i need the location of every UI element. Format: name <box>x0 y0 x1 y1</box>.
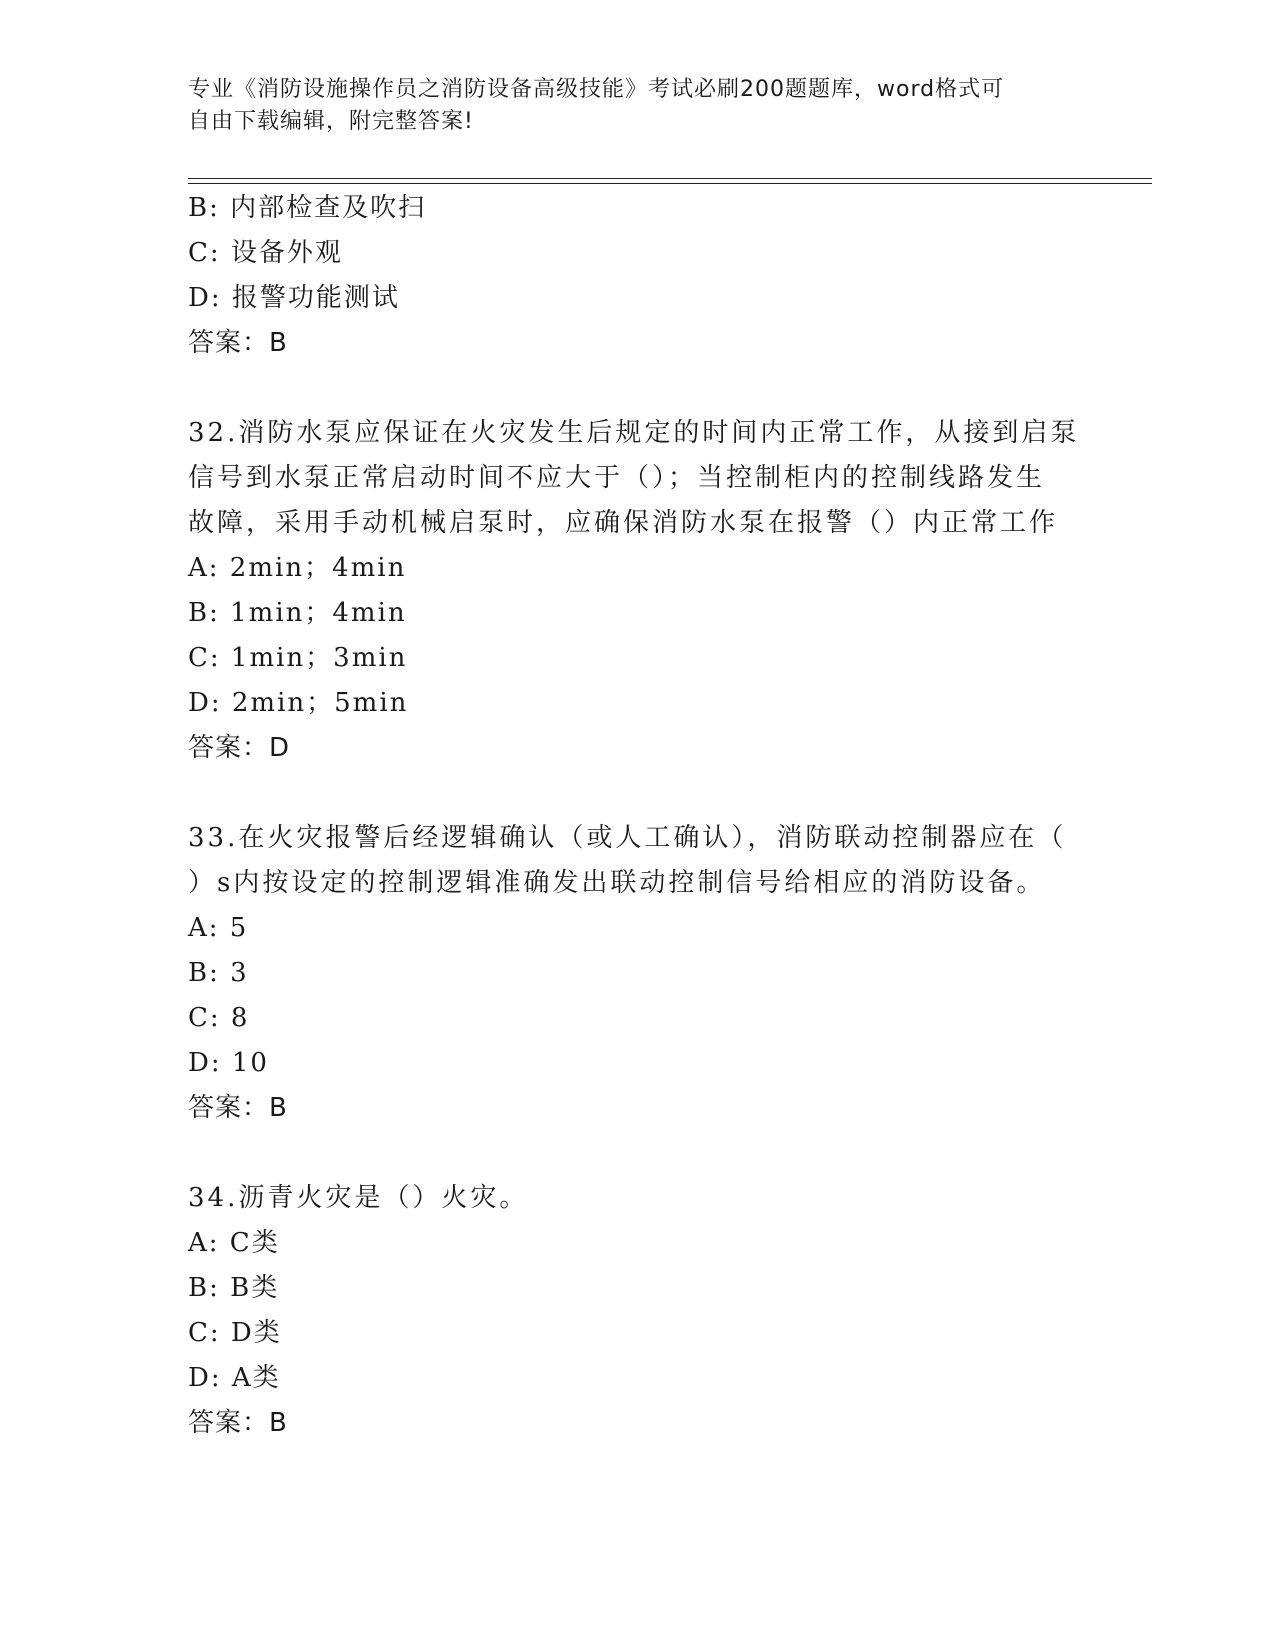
q31-answer: 答案：B <box>188 328 288 358</box>
q34-option-b: B: B类 <box>188 1273 280 1303</box>
q34-option-a: A: C类 <box>188 1228 280 1258</box>
q32-stem-line-2: 信号到水泵正常启动时间不应大于（）；当控制柜内的控制线路发生 <box>188 463 1046 493</box>
header-title-line-1: 专业《消防设施操作员之消防设备高级技能》考试必刷200题题库，word格式可 <box>188 77 1005 102</box>
q33-option-a: A: 5 <box>188 913 249 943</box>
q33-stem-line-1: 33.在火灾报警后经逻辑确认（或人工确认），消防联动控制器应在（ <box>188 823 1067 853</box>
q33-option-c: C: 8 <box>188 1003 250 1033</box>
q32-option-d: D: 2min；5min <box>188 688 409 718</box>
q34-stem-line-1: 34.沥青火灾是（）火灾。 <box>188 1183 529 1213</box>
q33-option-b: B: 3 <box>188 958 249 988</box>
q34-option-d: D: A类 <box>188 1363 281 1393</box>
q33-answer: 答案：B <box>188 1093 288 1123</box>
q33-stem-line-2: ）s内按设定的控制逻辑准确发出联动控制信号给相应的消防设备。 <box>188 868 1046 898</box>
q31-option-d: D: 报警功能测试 <box>188 283 400 313</box>
document-header <box>188 74 1078 138</box>
q34-answer: 答案：B <box>188 1408 288 1438</box>
header-title-line-2: 自由下载编辑，附完整答案! <box>188 109 474 134</box>
q31-option-c: C: 设备外观 <box>188 238 343 268</box>
q32-option-c: C: 1min；3min <box>188 643 408 673</box>
q34-option-c: C: D类 <box>188 1318 282 1348</box>
q32-option-a: A: 2min；4min <box>188 553 407 583</box>
header-divider-top <box>188 178 1152 179</box>
q32-stem-line-1: 32.消防水泵应保证在火灾发生后规定的时间内正常工作，从接到启泵 <box>188 418 1080 448</box>
q32-stem-line-3: 故障，采用手动机械启泵时，应确保消防水泵在报警（）内正常工作 <box>188 508 1059 538</box>
q33-option-d: D: 10 <box>188 1048 269 1078</box>
header-divider-bottom <box>188 183 1152 184</box>
q32-answer: 答案：D <box>188 733 291 763</box>
q32-option-b: B: 1min；4min <box>188 598 407 628</box>
q31-option-b: B: 内部检查及吹扫 <box>188 193 427 223</box>
